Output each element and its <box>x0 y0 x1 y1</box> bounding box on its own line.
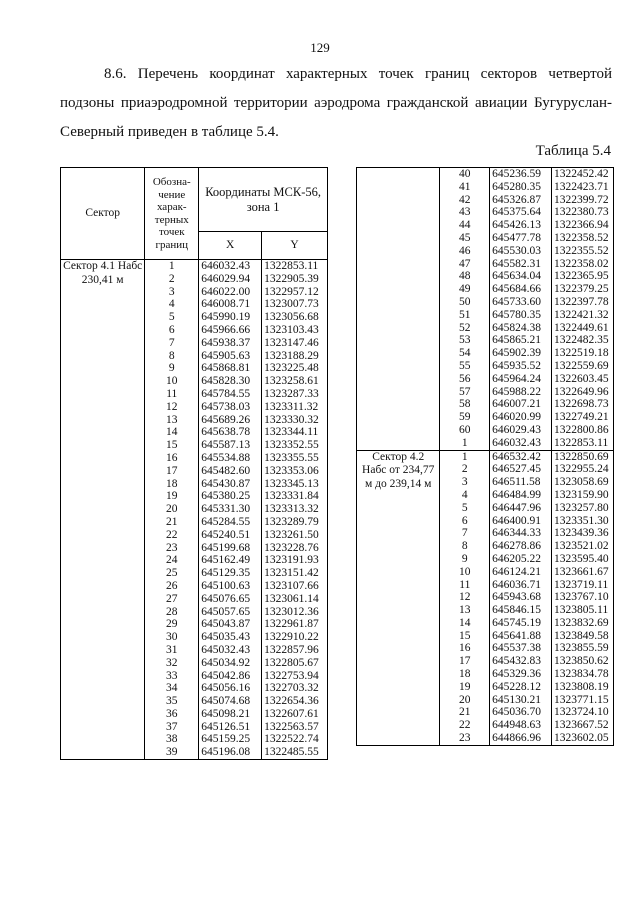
point-number: 32 <box>145 657 199 670</box>
coord-y: 1323225.48 <box>262 362 328 375</box>
point-number: 29 <box>145 618 199 631</box>
point-number: 35 <box>145 695 199 708</box>
coord-x: 645196.08 <box>199 746 262 759</box>
coord-y: 1323602.05 <box>552 732 614 745</box>
coord-x: 645199.68 <box>199 542 262 555</box>
coord-y: 1323355.55 <box>262 452 328 465</box>
coord-x: 646484.99 <box>490 489 552 502</box>
point-number: 40 <box>440 168 490 181</box>
coord-y: 1322753.94 <box>262 670 328 683</box>
coord-y: 1323353.06 <box>262 465 328 478</box>
coord-y: 1322905.39 <box>262 273 328 286</box>
header-x: X <box>199 232 262 260</box>
coord-y: 1322358.02 <box>552 258 614 271</box>
coord-y: 1323228.76 <box>262 542 328 555</box>
coord-x: 645329.36 <box>490 668 552 681</box>
coord-x: 645162.49 <box>199 554 262 567</box>
coord-x: 645240.51 <box>199 529 262 542</box>
point-number: 54 <box>440 347 490 360</box>
coord-y: 1322399.72 <box>552 194 614 207</box>
point-number: 18 <box>440 668 490 681</box>
point-number: 14 <box>145 426 199 439</box>
coord-y: 1322379.25 <box>552 283 614 296</box>
table-row <box>61 260 328 273</box>
point-number: 8 <box>440 540 490 553</box>
coord-x: 645375.64 <box>490 206 552 219</box>
point-number: 51 <box>440 309 490 322</box>
coord-y: 1322698.73 <box>552 398 614 411</box>
coord-x: 645034.92 <box>199 657 262 670</box>
coord-y: 1323345.13 <box>262 478 328 491</box>
point-number: 56 <box>440 373 490 386</box>
paragraph-line: Северный приведен в таблице 5.4. <box>60 124 279 140</box>
point-number: 44 <box>440 219 490 232</box>
point-number: 11 <box>145 388 199 401</box>
point-number: 11 <box>440 579 490 592</box>
coord-y: 1323661.67 <box>552 566 614 579</box>
point-number: 6 <box>440 515 490 528</box>
point-number: 17 <box>440 655 490 668</box>
coord-y: 1323012.36 <box>262 606 328 619</box>
point-number: 48 <box>440 270 490 283</box>
table-caption: Таблица 5.4 <box>535 143 611 159</box>
coord-y: 1323313.32 <box>262 503 328 516</box>
coord-x: 645865.21 <box>490 334 552 347</box>
coord-x: 646029.94 <box>199 273 262 286</box>
coord-y: 1323061.14 <box>262 593 328 606</box>
point-number: 7 <box>440 527 490 540</box>
coord-x: 646511.58 <box>490 476 552 489</box>
table-row <box>357 450 614 463</box>
point-number: 5 <box>145 311 199 324</box>
coord-y: 1322603.45 <box>552 373 614 386</box>
point-number: 4 <box>145 298 199 311</box>
point-number: 42 <box>440 194 490 207</box>
coord-x: 646344.33 <box>490 527 552 540</box>
point-number: 37 <box>145 721 199 734</box>
coord-x: 645100.63 <box>199 580 262 593</box>
coord-x: 645035.43 <box>199 631 262 644</box>
coord-y: 1323351.30 <box>552 515 614 528</box>
point-number: 1 <box>440 437 490 450</box>
coord-x: 645482.60 <box>199 465 262 478</box>
coord-x: 645582.31 <box>490 258 552 271</box>
coord-x: 645074.68 <box>199 695 262 708</box>
coord-x: 645966.66 <box>199 324 262 337</box>
point-number: 22 <box>145 529 199 542</box>
coord-x: 645534.88 <box>199 452 262 465</box>
coord-y: 1323261.50 <box>262 529 328 542</box>
point-number: 20 <box>440 694 490 707</box>
coord-y: 1323667.52 <box>552 719 614 732</box>
coord-y: 1323258.61 <box>262 375 328 388</box>
coord-x: 645280.35 <box>490 181 552 194</box>
point-number: 49 <box>440 283 490 296</box>
coord-y: 1323352.55 <box>262 439 328 452</box>
coord-y: 1323344.11 <box>262 426 328 439</box>
coord-x: 645057.65 <box>199 606 262 619</box>
coord-x: 645824.38 <box>490 322 552 335</box>
coord-x: 645426.13 <box>490 219 552 232</box>
point-number: 23 <box>145 542 199 555</box>
point-number: 18 <box>145 478 199 491</box>
coord-y: 1323850.62 <box>552 655 614 668</box>
point-number: 16 <box>440 642 490 655</box>
page-number: 129 <box>310 40 330 55</box>
coord-x: 645076.65 <box>199 593 262 606</box>
coord-y: 1322366.94 <box>552 219 614 232</box>
coord-y: 1323805.11 <box>552 604 614 617</box>
intro-paragraph <box>60 60 612 147</box>
sector-label <box>357 168 440 451</box>
coordinates-table-right <box>356 167 614 746</box>
table-row <box>357 168 614 181</box>
header-designation: Обозна-чение харак-терных точек границ <box>145 168 199 260</box>
point-number: 10 <box>145 375 199 388</box>
coord-y: 1322850.69 <box>552 450 614 463</box>
point-number: 20 <box>145 503 199 516</box>
coord-y: 1323330.32 <box>262 414 328 427</box>
coord-x: 645284.55 <box>199 516 262 529</box>
point-number: 16 <box>145 452 199 465</box>
point-number: 19 <box>145 490 199 503</box>
point-number: 39 <box>145 746 199 759</box>
point-number: 33 <box>145 670 199 683</box>
point-number: 60 <box>440 424 490 437</box>
coord-y: 1323521.02 <box>552 540 614 553</box>
coord-y: 1322449.61 <box>552 322 614 335</box>
coord-y: 1323058.69 <box>552 476 614 489</box>
coord-x: 645130.21 <box>490 694 552 707</box>
coord-y: 1322485.55 <box>262 746 328 759</box>
point-number: 1 <box>145 260 199 273</box>
coord-x: 645905.63 <box>199 350 262 363</box>
point-number: 10 <box>440 566 490 579</box>
coord-y: 1322853.11 <box>552 437 614 450</box>
coord-y: 1323311.32 <box>262 401 328 414</box>
coord-y: 1323849.58 <box>552 630 614 643</box>
coord-y: 1322365.95 <box>552 270 614 283</box>
point-number: 53 <box>440 334 490 347</box>
coord-y: 1323103.43 <box>262 324 328 337</box>
coord-x: 645530.03 <box>490 245 552 258</box>
coord-y: 1322563.57 <box>262 721 328 734</box>
coord-x: 645056.16 <box>199 682 262 695</box>
coord-x: 645326.87 <box>490 194 552 207</box>
point-number: 3 <box>440 476 490 489</box>
coord-x: 645738.03 <box>199 401 262 414</box>
point-number: 59 <box>440 411 490 424</box>
coord-x: 645828.30 <box>199 375 262 388</box>
sector-label: Сектор 4.2 Нaбс от 234,77 м до 239,14 м <box>357 450 440 745</box>
coord-x: 646022.00 <box>199 286 262 299</box>
coord-y: 1323287.33 <box>262 388 328 401</box>
point-number: 5 <box>440 502 490 515</box>
coord-x: 645042.86 <box>199 670 262 683</box>
coord-y: 1322853.11 <box>262 260 328 273</box>
coord-y: 1322559.69 <box>552 360 614 373</box>
coord-y: 1323771.15 <box>552 694 614 707</box>
coord-y: 1322519.18 <box>552 347 614 360</box>
coord-x: 646032.43 <box>199 260 262 273</box>
coord-y: 1322397.78 <box>552 296 614 309</box>
coord-x: 645938.37 <box>199 337 262 350</box>
point-number: 13 <box>440 604 490 617</box>
point-number: 9 <box>145 362 199 375</box>
coord-y: 1323191.93 <box>262 554 328 567</box>
coord-x: 645430.87 <box>199 478 262 491</box>
coord-y: 1323834.78 <box>552 668 614 681</box>
point-number: 25 <box>145 567 199 580</box>
point-number: 6 <box>145 324 199 337</box>
coord-y: 1323107.66 <box>262 580 328 593</box>
coord-x: 645032.43 <box>199 644 262 657</box>
point-number: 27 <box>145 593 199 606</box>
coord-y: 1322749.21 <box>552 411 614 424</box>
coord-x: 645780.35 <box>490 309 552 322</box>
point-number: 45 <box>440 232 490 245</box>
point-number: 15 <box>440 630 490 643</box>
coord-y: 1322961.87 <box>262 618 328 631</box>
point-number: 3 <box>145 286 199 299</box>
coord-y: 1323855.59 <box>552 642 614 655</box>
coord-y: 1323257.80 <box>552 502 614 515</box>
coord-x: 646205.22 <box>490 553 552 566</box>
coord-x: 644948.63 <box>490 719 552 732</box>
point-number: 1 <box>440 450 490 463</box>
coord-y: 1323724.10 <box>552 706 614 719</box>
point-number: 17 <box>145 465 199 478</box>
coord-x: 646029.43 <box>490 424 552 437</box>
point-number: 21 <box>145 516 199 529</box>
coord-x: 646532.42 <box>490 450 552 463</box>
coord-x: 646008.71 <box>199 298 262 311</box>
coord-x: 645634.04 <box>490 270 552 283</box>
point-number: 26 <box>145 580 199 593</box>
coord-y: 1323808.19 <box>552 681 614 694</box>
header-sector: Сектор <box>61 168 145 260</box>
point-number: 4 <box>440 489 490 502</box>
coord-y: 1322482.35 <box>552 334 614 347</box>
coord-y: 1323719.11 <box>552 579 614 592</box>
coord-y: 1323147.46 <box>262 337 328 350</box>
coord-x: 645745.19 <box>490 617 552 630</box>
coord-x: 646032.43 <box>490 437 552 450</box>
coord-y: 1323188.29 <box>262 350 328 363</box>
coord-y: 1322607.61 <box>262 708 328 721</box>
coord-x: 645784.55 <box>199 388 262 401</box>
coord-x: 645638.78 <box>199 426 262 439</box>
point-number: 14 <box>440 617 490 630</box>
coord-x: 645902.39 <box>490 347 552 360</box>
coord-y: 1323832.69 <box>552 617 614 630</box>
coord-y: 1322857.96 <box>262 644 328 657</box>
coord-x: 646007.21 <box>490 398 552 411</box>
coord-x: 645684.66 <box>490 283 552 296</box>
coord-x: 645868.81 <box>199 362 262 375</box>
point-number: 52 <box>440 322 490 335</box>
coord-y: 1322805.67 <box>262 657 328 670</box>
point-number: 36 <box>145 708 199 721</box>
coord-y: 1322910.22 <box>262 631 328 644</box>
coord-x: 646400.91 <box>490 515 552 528</box>
point-number: 46 <box>440 245 490 258</box>
point-number: 9 <box>440 553 490 566</box>
coord-x: 645159.25 <box>199 733 262 746</box>
paragraph-line: подзоны приаэродромной территории аэродрома гражданской авиации Бугуруслан- <box>60 95 612 111</box>
point-number: 21 <box>440 706 490 719</box>
point-number: 15 <box>145 439 199 452</box>
coord-x: 646278.86 <box>490 540 552 553</box>
coord-x: 645036.70 <box>490 706 552 719</box>
point-number: 12 <box>145 401 199 414</box>
coord-y: 1322703.32 <box>262 682 328 695</box>
coord-x: 646020.99 <box>490 411 552 424</box>
coord-y: 1323439.36 <box>552 527 614 540</box>
coord-y: 1322380.73 <box>552 206 614 219</box>
coord-x: 645126.51 <box>199 721 262 734</box>
point-number: 2 <box>440 463 490 476</box>
point-number: 50 <box>440 296 490 309</box>
point-number: 34 <box>145 682 199 695</box>
coord-y: 1322522.74 <box>262 733 328 746</box>
coord-x: 645988.22 <box>490 386 552 399</box>
coord-x: 645236.59 <box>490 168 552 181</box>
coord-x: 645380.25 <box>199 490 262 503</box>
point-number: 2 <box>145 273 199 286</box>
sector-label: Сектор 4.1 Нaбс 230,41 м <box>61 260 145 760</box>
point-number: 13 <box>145 414 199 427</box>
coordinates-table-left <box>60 167 328 760</box>
coord-y: 1322423.71 <box>552 181 614 194</box>
point-number: 30 <box>145 631 199 644</box>
coord-y: 1323331.84 <box>262 490 328 503</box>
coord-x: 645043.87 <box>199 618 262 631</box>
coord-y: 1323767.10 <box>552 591 614 604</box>
coord-x: 645990.19 <box>199 311 262 324</box>
coord-x: 645331.30 <box>199 503 262 516</box>
coord-y: 1323007.73 <box>262 298 328 311</box>
coord-y: 1323151.42 <box>262 567 328 580</box>
point-number: 22 <box>440 719 490 732</box>
coord-x: 645733.60 <box>490 296 552 309</box>
point-number: 57 <box>440 386 490 399</box>
coord-x: 645129.35 <box>199 567 262 580</box>
point-number: 43 <box>440 206 490 219</box>
coord-x: 645943.68 <box>490 591 552 604</box>
point-number: 19 <box>440 681 490 694</box>
coord-y: 1322355.52 <box>552 245 614 258</box>
point-number: 28 <box>145 606 199 619</box>
coord-y: 1322955.24 <box>552 463 614 476</box>
point-number: 31 <box>145 644 199 657</box>
coord-x: 645587.13 <box>199 439 262 452</box>
coord-x: 645228.12 <box>490 681 552 694</box>
coord-x: 646036.71 <box>490 579 552 592</box>
coord-x: 646124.21 <box>490 566 552 579</box>
point-number: 47 <box>440 258 490 271</box>
coord-y: 1323289.79 <box>262 516 328 529</box>
coord-y: 1323595.40 <box>552 553 614 566</box>
point-number: 8 <box>145 350 199 363</box>
coord-x: 645846.15 <box>490 604 552 617</box>
coord-y: 1322358.52 <box>552 232 614 245</box>
coord-y: 1322421.32 <box>552 309 614 322</box>
coord-x: 646527.45 <box>490 463 552 476</box>
point-number: 7 <box>145 337 199 350</box>
coord-x: 645537.38 <box>490 642 552 655</box>
coord-y: 1322654.36 <box>262 695 328 708</box>
coord-y: 1322649.96 <box>552 386 614 399</box>
point-number: 41 <box>440 181 490 194</box>
point-number: 23 <box>440 732 490 745</box>
coord-x: 644866.96 <box>490 732 552 745</box>
coord-x: 645641.88 <box>490 630 552 643</box>
header-y: Y <box>262 232 328 260</box>
coord-y: 1323159.90 <box>552 489 614 502</box>
point-number: 12 <box>440 591 490 604</box>
coord-y: 1322452.42 <box>552 168 614 181</box>
paragraph-line: 8.6. Перечень координат характерных точек границ секторов четвертой <box>104 66 612 82</box>
coord-y: 1323056.68 <box>262 311 328 324</box>
coord-x: 645964.24 <box>490 373 552 386</box>
coord-x: 645432.83 <box>490 655 552 668</box>
coord-x: 646447.96 <box>490 502 552 515</box>
coord-x: 645935.52 <box>490 360 552 373</box>
coord-x: 645689.26 <box>199 414 262 427</box>
header-coordinates: Координаты МСК-56, зона 1 <box>199 168 328 232</box>
point-number: 38 <box>145 733 199 746</box>
coord-x: 645477.78 <box>490 232 552 245</box>
point-number: 55 <box>440 360 490 373</box>
point-number: 58 <box>440 398 490 411</box>
coord-x: 645098.21 <box>199 708 262 721</box>
coord-y: 1322957.12 <box>262 286 328 299</box>
coord-y: 1322800.86 <box>552 424 614 437</box>
point-number: 24 <box>145 554 199 567</box>
